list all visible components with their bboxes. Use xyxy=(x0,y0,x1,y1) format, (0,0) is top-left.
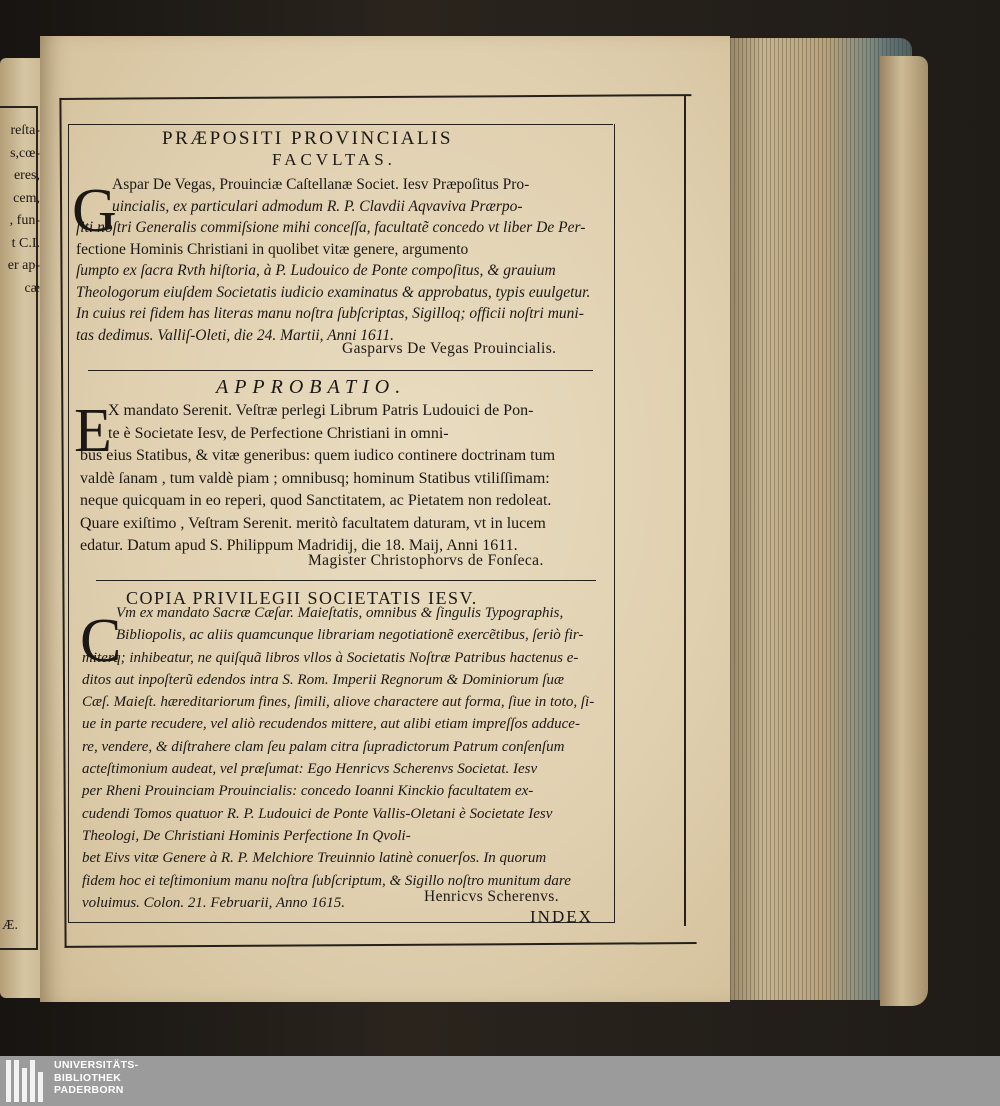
left-page-footer: Æ. xyxy=(2,918,18,933)
text-line: edatur. Datum apud S. Philippum Madridij, die 18. Maij, Anni 1611. xyxy=(80,537,518,554)
text-line: cudendi Tomos quatuor R. P. Ludouici de Ponte Vallis-Oletani è Societate Iesv xyxy=(82,805,553,822)
rule-top xyxy=(68,124,613,125)
text-line: Bibliopolis, ac aliis quamcunque librariam negotiationẽ exercẽtibus, ſeriò fir- xyxy=(116,627,584,644)
text-line: bet Eivs vitæ Genere à R. P. Melchiore Treuinnio latinè conuerſos. In quorum xyxy=(82,850,547,867)
approbatio-signature: Magister Christophorvs de Fonſeca. xyxy=(308,552,544,569)
left-line: er ap- xyxy=(7,258,40,273)
text-line: neque quicquam in eo reperi, quod Sanctitatem, ac Pietatem non redoleat. xyxy=(80,492,552,509)
text-line: Cæſ. Maieſt. hæreditariorum fines, ſimili, aliove charactere aut forma, ſiue in toto, ſi- xyxy=(82,694,595,711)
catchword: INDEX xyxy=(530,907,593,926)
text-line: bus eius Statibus, & vitæ generibus: quem iudico continere doctrinam tum xyxy=(80,447,556,464)
library-name-line: BIBLIOTHEK xyxy=(54,1071,122,1084)
text-line: ſiti noſtri Generalis commiſsione mihi conceſſa, facultatẽ concedo vt liber De Per- xyxy=(76,219,586,236)
text-line: Aspar De Vegas, Prouinciæ Caſtellanæ Societ. Iesv Præpoſitus Pro- xyxy=(112,176,530,193)
left-line: cæ xyxy=(24,280,40,296)
left-line: eres, xyxy=(13,168,40,183)
text-line: Vm ex mandato Sacræ Cæſar. Maieſtatis, omnibus & ſingulis Typographis, xyxy=(116,605,564,621)
library-footer xyxy=(0,1056,1000,1106)
outer-page-border-right xyxy=(684,96,686,926)
privilegium-text xyxy=(82,602,594,914)
text-line: te è Societate Iesv, de Perfectione Christiani in omni- xyxy=(108,424,449,442)
approbatio-drop-cap: E xyxy=(74,397,112,465)
text-line: Theologorum eiuſdem Societatis iudicio examinatus & approbatus, typis euulgetur. xyxy=(76,283,591,301)
left-page-text xyxy=(0,120,40,300)
text-line: acteſtimonium audeat, vel præſumat: Ego Henricvs Scherenvs Societat. Iesv xyxy=(82,761,538,778)
book-cover-edge xyxy=(880,56,928,1006)
left-facing-page xyxy=(0,58,44,998)
text-line: ditos aut inpoſterũ edendos intra S. Rom. Imperii Regnorum & Dominiorum ſuæ xyxy=(82,671,565,688)
text-line: fidem hoc ei teſtimonium manu noſtra ſubſcriptum, & Sigillo noſtro munitum dare xyxy=(82,872,571,889)
facultas-subtitle: FACVLTAS. xyxy=(272,150,396,169)
left-line: t C.I. xyxy=(11,235,40,251)
text-line: re, vendere, & diſtrahere clam ſeu palam citra ſupradictorum Patrum conſenſum xyxy=(82,738,565,755)
text-line: ſumpto ex ſacra Rvth hiſtoria, à P. Ludouico de Ponte compoſitus, & grauium xyxy=(76,262,556,279)
rule-approbatio xyxy=(88,370,593,371)
facultas-drop-cap: G xyxy=(72,177,117,245)
left-line: reſta- xyxy=(10,123,40,138)
left-line: cem, xyxy=(13,190,40,206)
library-name-line: PADERBORN xyxy=(54,1084,124,1096)
left-line: , fun- xyxy=(9,213,40,228)
text-line: uincialis, ex particulari admodum R. P. Clavdii Aqvaviva Prærpo- xyxy=(112,197,523,215)
text-line: Theologi, De Christiani Hominis Perfectione In Qvoli- xyxy=(82,827,411,844)
library-logo-icon xyxy=(6,1060,46,1102)
facultas-signature: Gasparvs De Vegas Prouincialis. xyxy=(342,340,557,357)
text-line: ue in parte recudere, vel aliò recudendos mittere, aut alibi etiam impreſſos adduce- xyxy=(82,716,580,733)
left-line: s,cœ- xyxy=(10,145,40,161)
text-line: tas dedimus. Valliſ-Oleti, die 24. Martii, Anni 1611. xyxy=(76,326,395,344)
text-line: X mandato Serenit. Veſtræ perlegi Librum Patris Ludouici de Pon- xyxy=(108,402,534,419)
library-name-line: UNIVERSITÄTS- xyxy=(54,1059,139,1071)
library-name xyxy=(54,1059,138,1097)
text-line: voluimus. Colon. 21. Februarii, Anno 1615. xyxy=(82,894,346,911)
text-line: valdè ſanam , tum valdè piam ; omnibusq; hominum Statibus vtiliſſimam: xyxy=(80,469,550,487)
text-line: per Rheni Prouinciam Prouincialis: concedo Ioanni Kinckio facultatem ex- xyxy=(82,783,534,800)
approbatio-text xyxy=(80,400,555,558)
privilegium-title: COPIA PRIVILEGII SOCIETATIS IESV. xyxy=(126,588,478,608)
text-line: fectione Hominis Christiani in quolibet vitæ genere, argumento xyxy=(76,240,469,258)
privilegium-signature: Henricvs Scherenvs. xyxy=(424,888,560,905)
rule-privilegium xyxy=(96,580,596,581)
text-line: In cuius rei fidem has literas manu noſtra ſubſcriptas, Sigilloq; officii noſtri muni- xyxy=(76,305,584,322)
privilegium-drop-cap: C xyxy=(80,607,122,675)
text-line: miterq; inhibeatur, ne quiſquã libros vllos à Societatis Noſtræ Patribus hactenus e- xyxy=(82,649,579,666)
text-line: Quare exiſtimo , Veſtram Serenit. meritò facultatem daturam, vt in lucem xyxy=(80,514,546,532)
facultas-text xyxy=(76,174,590,346)
facultas-title: PRÆPOSITI PROVINCIALIS xyxy=(162,128,453,149)
approbatio-title: APPROBATIO. xyxy=(216,376,407,398)
